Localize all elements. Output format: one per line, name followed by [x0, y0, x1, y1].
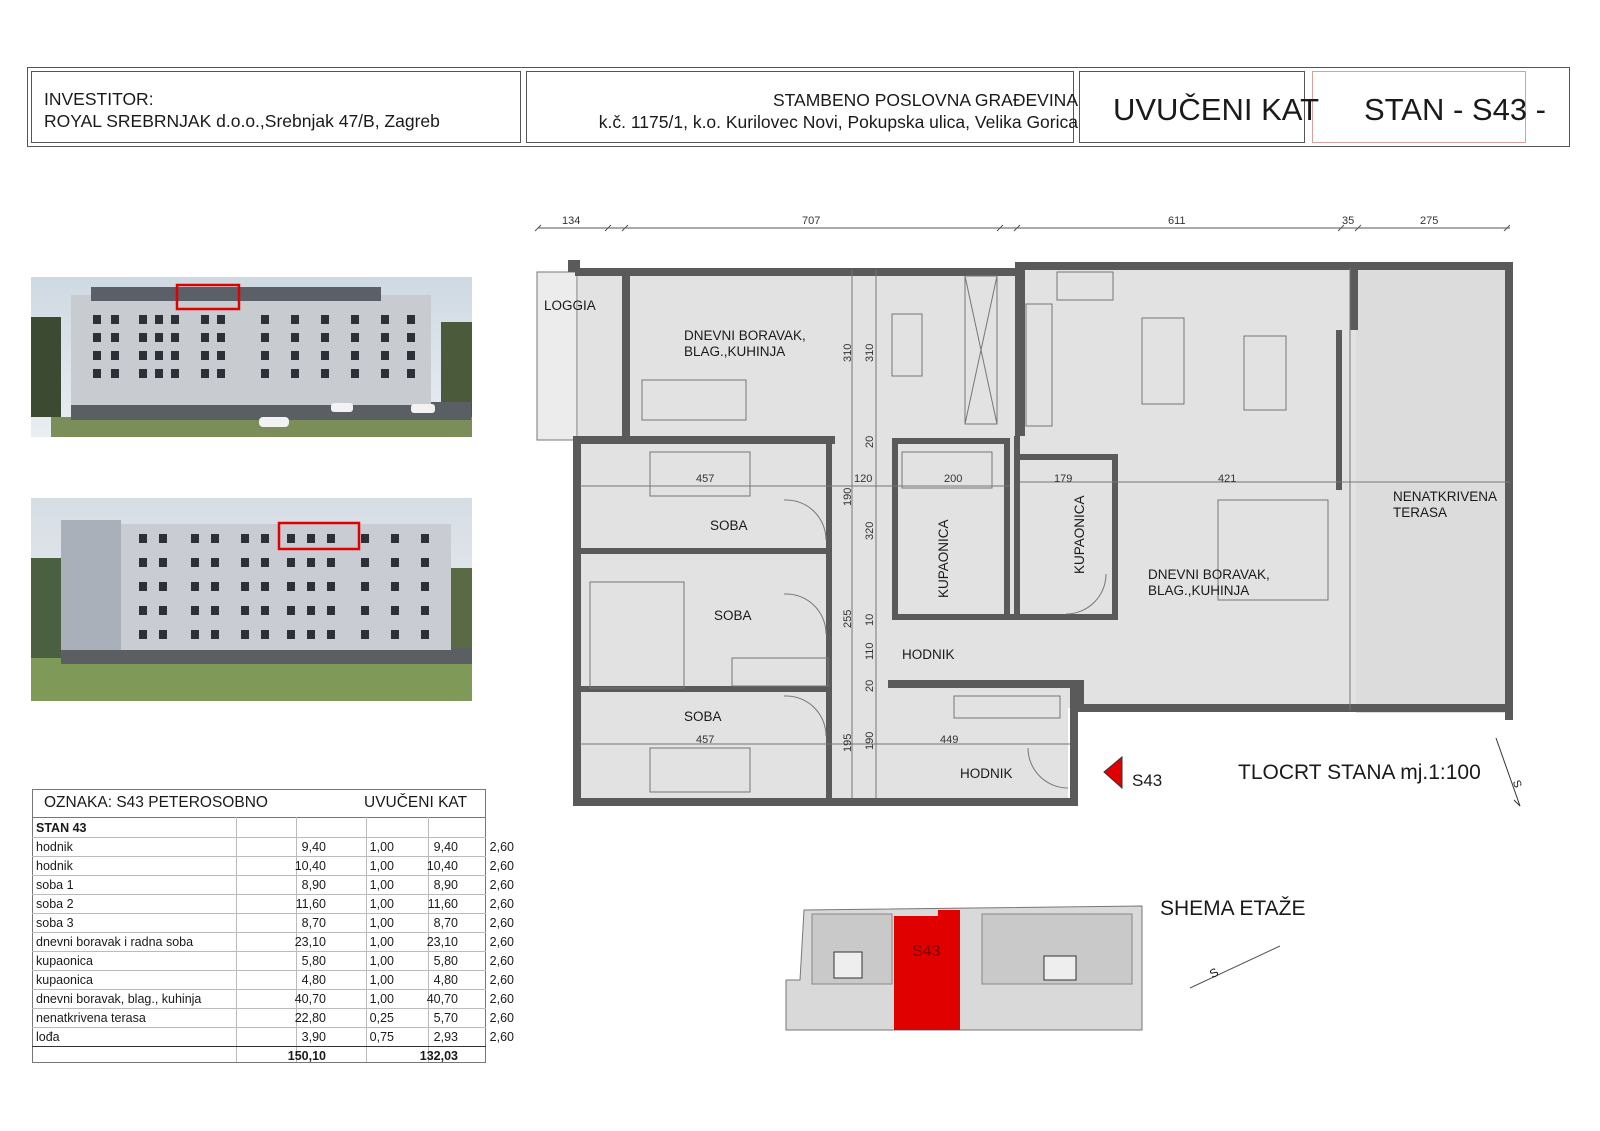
row-name: kupaonica — [36, 973, 93, 987]
vdim-20-a: 20 — [864, 435, 876, 448]
row-net: 4,80 — [433, 973, 458, 987]
row-height: 2,60 — [489, 878, 514, 892]
dim-421: 421 — [1218, 473, 1237, 485]
vdim-195: 195 — [842, 733, 854, 752]
dim-179: 179 — [1054, 473, 1073, 485]
row-height: 2,60 — [489, 1011, 514, 1025]
top-dim-134: 134 — [562, 215, 581, 227]
dim-120: 120 — [854, 473, 873, 485]
room-soba-1: SOBA — [710, 518, 748, 533]
room-terrace-line2: TERASA — [1393, 505, 1448, 520]
row-area: 8,70 — [301, 916, 326, 930]
dim-449: 449 — [940, 734, 959, 746]
row-net: 23,10 — [426, 935, 458, 949]
table-row — [32, 895, 514, 914]
total-net: 132,03 — [419, 1049, 458, 1063]
schema-unit-label: S43 — [912, 943, 941, 960]
row-name: dnevni boravak, blag., kuhinja — [36, 992, 202, 1006]
room-kupaonica-1: KUPAONICA — [936, 519, 951, 598]
row-name: soba 1 — [36, 878, 74, 892]
unit-marker-label: S43 — [1132, 771, 1163, 790]
room-hodnik-2: HODNIK — [960, 766, 1013, 781]
table-row — [32, 876, 514, 895]
row-area: 5,80 — [301, 954, 326, 968]
row-height: 2,60 — [489, 954, 514, 968]
row-net: 9,40 — [433, 840, 458, 854]
vdim-20-b: 20 — [864, 679, 876, 692]
row-name: soba 3 — [36, 916, 74, 930]
room-living1-line1: DNEVNI BORAVAK, — [684, 328, 806, 343]
row-area: 40,70 — [294, 992, 326, 1006]
row-area: 4,80 — [301, 973, 326, 987]
row-net: 5,70 — [433, 1011, 458, 1025]
row-coef: 1,00 — [369, 973, 394, 987]
building-parcel: k.č. 1175/1, k.o. Kurilovec Novi, Pokupska ulica, Velika Gorica — [598, 112, 1078, 132]
row-name: nenatkrivena terasa — [36, 1011, 146, 1025]
dim-457-b: 457 — [696, 734, 715, 746]
row-height: 2,60 — [489, 935, 514, 949]
row-area: 8,90 — [301, 878, 326, 892]
table-row — [32, 1009, 514, 1028]
row-net: 2,93 — [433, 1030, 458, 1044]
row-coef: 1,00 — [369, 878, 394, 892]
room-hodnik-1: HODNIK — [902, 647, 955, 662]
room-soba-2: SOBA — [714, 608, 752, 623]
row-coef: 1,00 — [369, 954, 394, 968]
top-dim-611: 611 — [1168, 215, 1186, 227]
floor-title: UVUČENI KAT — [1112, 92, 1320, 127]
row-coef: 1,00 — [369, 935, 394, 949]
table-row — [32, 1028, 514, 1047]
row-height: 2,60 — [489, 973, 514, 987]
vdim-310-b: 310 — [864, 343, 876, 362]
row-coef: 0,75 — [369, 1030, 394, 1044]
row-area: 11,60 — [295, 897, 326, 911]
row-coef: 1,00 — [369, 840, 394, 854]
building-type: STAMBENO POSLOVNA GRAĐEVINA — [772, 90, 1078, 110]
dim-457-a: 457 — [696, 473, 715, 485]
row-net: 8,70 — [433, 916, 458, 930]
row-name: dnevni boravak i radna soba — [36, 935, 194, 949]
room-living2-line2: BLAG.,KUHINJA — [1148, 583, 1250, 598]
vdim-310-a: 310 — [842, 343, 854, 362]
room-terrace-line1: NENATKRIVENA — [1393, 489, 1498, 504]
building-render-front — [31, 277, 472, 437]
room-living2-line1: DNEVNI BORAVAK, — [1148, 567, 1270, 582]
row-height: 2,60 — [489, 840, 514, 854]
row-height: 2,60 — [489, 1030, 514, 1044]
investor-label: INVESTITOR: — [44, 89, 154, 109]
table-row — [32, 838, 514, 857]
row-coef: 1,00 — [369, 859, 394, 873]
room-living1-line2: BLAG.,KUHINJA — [684, 344, 786, 359]
room-loggia: LOGGIA — [544, 298, 596, 313]
plan-title: TLOCRT STANA mj.1:100 — [1238, 761, 1481, 784]
room-soba-3: SOBA — [684, 709, 722, 724]
vdim-10: 10 — [864, 613, 876, 626]
schema-north-label: S — [1207, 964, 1221, 982]
row-coef: 1,00 — [369, 897, 394, 911]
vdim-320: 320 — [864, 521, 876, 540]
vdim-190-a: 190 — [842, 487, 854, 506]
row-area: 23,10 — [294, 935, 326, 949]
room-kupaonica-2: KUPAONICA — [1072, 495, 1087, 574]
table-row — [32, 933, 514, 952]
row-name: lođa — [36, 1030, 60, 1044]
north-label: S — [1509, 778, 1524, 790]
row-net: 10,40 — [426, 859, 458, 873]
row-height: 2,60 — [489, 992, 514, 1006]
total-area: 150,10 — [287, 1049, 326, 1063]
row-name: soba 2 — [36, 897, 74, 911]
table-title-left: OZNAKA: S43 PETEROSOBNO — [44, 794, 268, 811]
row-height: 2,60 — [489, 916, 514, 930]
unit-title: STAN - S43 - — [1363, 92, 1547, 127]
table-row — [32, 952, 514, 971]
row-coef: 0,25 — [369, 1011, 394, 1025]
row-net: 11,60 — [427, 897, 458, 911]
row-net: 5,80 — [433, 954, 458, 968]
row-area: 10,40 — [294, 859, 326, 873]
row-height: 2,60 — [489, 859, 514, 873]
top-dim-275: 275 — [1420, 215, 1439, 227]
investor-name: ROYAL SREBRNJAK d.o.o.,Srebnjak 47/B, Zagreb — [44, 111, 440, 131]
row-name: kupaonica — [36, 954, 93, 968]
row-height: 2,60 — [489, 897, 514, 911]
table-title-right: UVUČENI KAT — [364, 794, 468, 811]
row-name: hodnik — [36, 840, 73, 854]
building-render-side — [31, 498, 472, 701]
table-row — [32, 990, 514, 1009]
table-row — [32, 914, 514, 933]
vdim-255: 255 — [842, 609, 854, 628]
row-area: 3,90 — [301, 1030, 326, 1044]
table-total-row — [32, 1047, 486, 1066]
floor-plan-drawing — [530, 210, 1570, 850]
row-net: 40,70 — [426, 992, 458, 1006]
table-group-label: STAN 43 — [36, 821, 87, 835]
table-row — [32, 819, 486, 838]
row-area: 9,40 — [301, 840, 326, 854]
row-area: 22,80 — [294, 1011, 326, 1025]
row-net: 8,90 — [433, 878, 458, 892]
row-coef: 1,00 — [369, 992, 394, 1006]
table-row — [32, 971, 514, 990]
vdim-110: 110 — [864, 642, 876, 660]
top-dim-35: 35 — [1342, 215, 1355, 227]
table-row — [32, 857, 514, 876]
row-name: hodnik — [36, 859, 73, 873]
vdim-190-b: 190 — [864, 731, 876, 750]
top-dim-707: 707 — [802, 215, 821, 227]
schema-title: SHEMA ETAŽE — [1160, 897, 1306, 920]
dim-200: 200 — [944, 473, 963, 485]
row-coef: 1,00 — [369, 916, 394, 930]
table-divider — [32, 817, 486, 818]
